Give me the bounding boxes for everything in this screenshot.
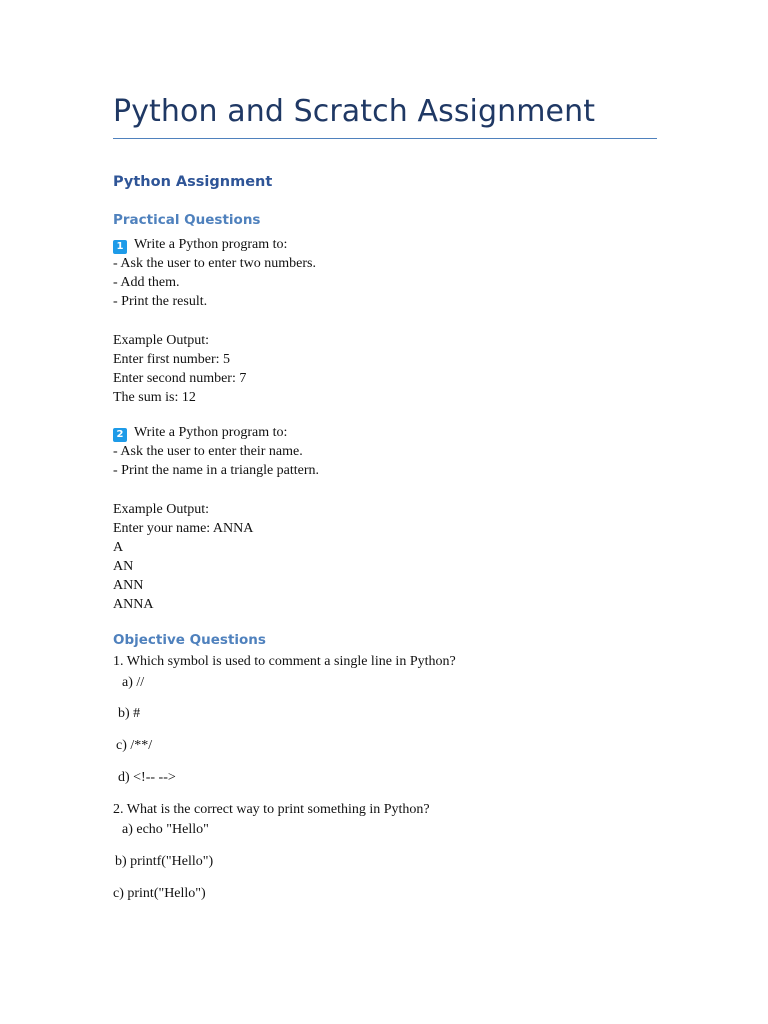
example-output-label: Example Output: bbox=[113, 333, 210, 348]
example-output-line: ANNA bbox=[113, 597, 154, 612]
example-output-line: The sum is: 12 bbox=[113, 390, 196, 405]
step-line: - Print the name in a triangle pattern. bbox=[113, 463, 320, 478]
example-output-line: ANN bbox=[113, 578, 144, 593]
answer-option: b) # bbox=[118, 706, 141, 721]
answer-option: a) // bbox=[122, 675, 145, 690]
answer-option: b) printf("Hello") bbox=[115, 854, 214, 869]
step-line: - Ask the user to enter two numbers. bbox=[113, 256, 316, 271]
example-output-line: AN bbox=[113, 559, 134, 574]
number-2-badge-icon: 2 bbox=[113, 428, 127, 442]
document-title: Python and Scratch Assignment bbox=[113, 94, 596, 129]
question-prompt: Write a Python program to: bbox=[134, 237, 288, 252]
example-output-line: Enter first number: 5 bbox=[113, 352, 231, 367]
heading-objective-questions: Objective Questions bbox=[113, 632, 266, 648]
practical-question-2-prompt bbox=[113, 423, 287, 442]
answer-option: d) <!-- --> bbox=[118, 770, 176, 785]
example-output-line: A bbox=[113, 540, 124, 555]
section-heading-python-assignment: Python Assignment bbox=[113, 174, 273, 190]
example-output-label: Example Output: bbox=[113, 502, 210, 517]
heading-practical-questions: Practical Questions bbox=[113, 212, 261, 228]
number-1-badge-icon: 1 bbox=[113, 240, 127, 254]
step-line: - Ask the user to enter their name. bbox=[113, 444, 303, 459]
example-output-line: Enter second number: 7 bbox=[113, 371, 247, 386]
title-underline bbox=[113, 138, 657, 139]
answer-option: c) /**/ bbox=[116, 738, 153, 753]
step-line: - Print the result. bbox=[113, 294, 208, 309]
question-prompt: Write a Python program to: bbox=[134, 425, 288, 440]
answer-option: a) echo "Hello" bbox=[122, 822, 209, 837]
step-line: - Add them. bbox=[113, 275, 180, 290]
objective-question-2: 2. What is the correct way to print something in Python? bbox=[113, 802, 430, 817]
objective-question-1: 1. Which symbol is used to comment a single line in Python? bbox=[113, 654, 456, 669]
example-output-line: Enter your name: ANNA bbox=[113, 521, 254, 536]
answer-option: c) print("Hello") bbox=[113, 886, 206, 901]
practical-question-1-prompt bbox=[113, 235, 287, 254]
